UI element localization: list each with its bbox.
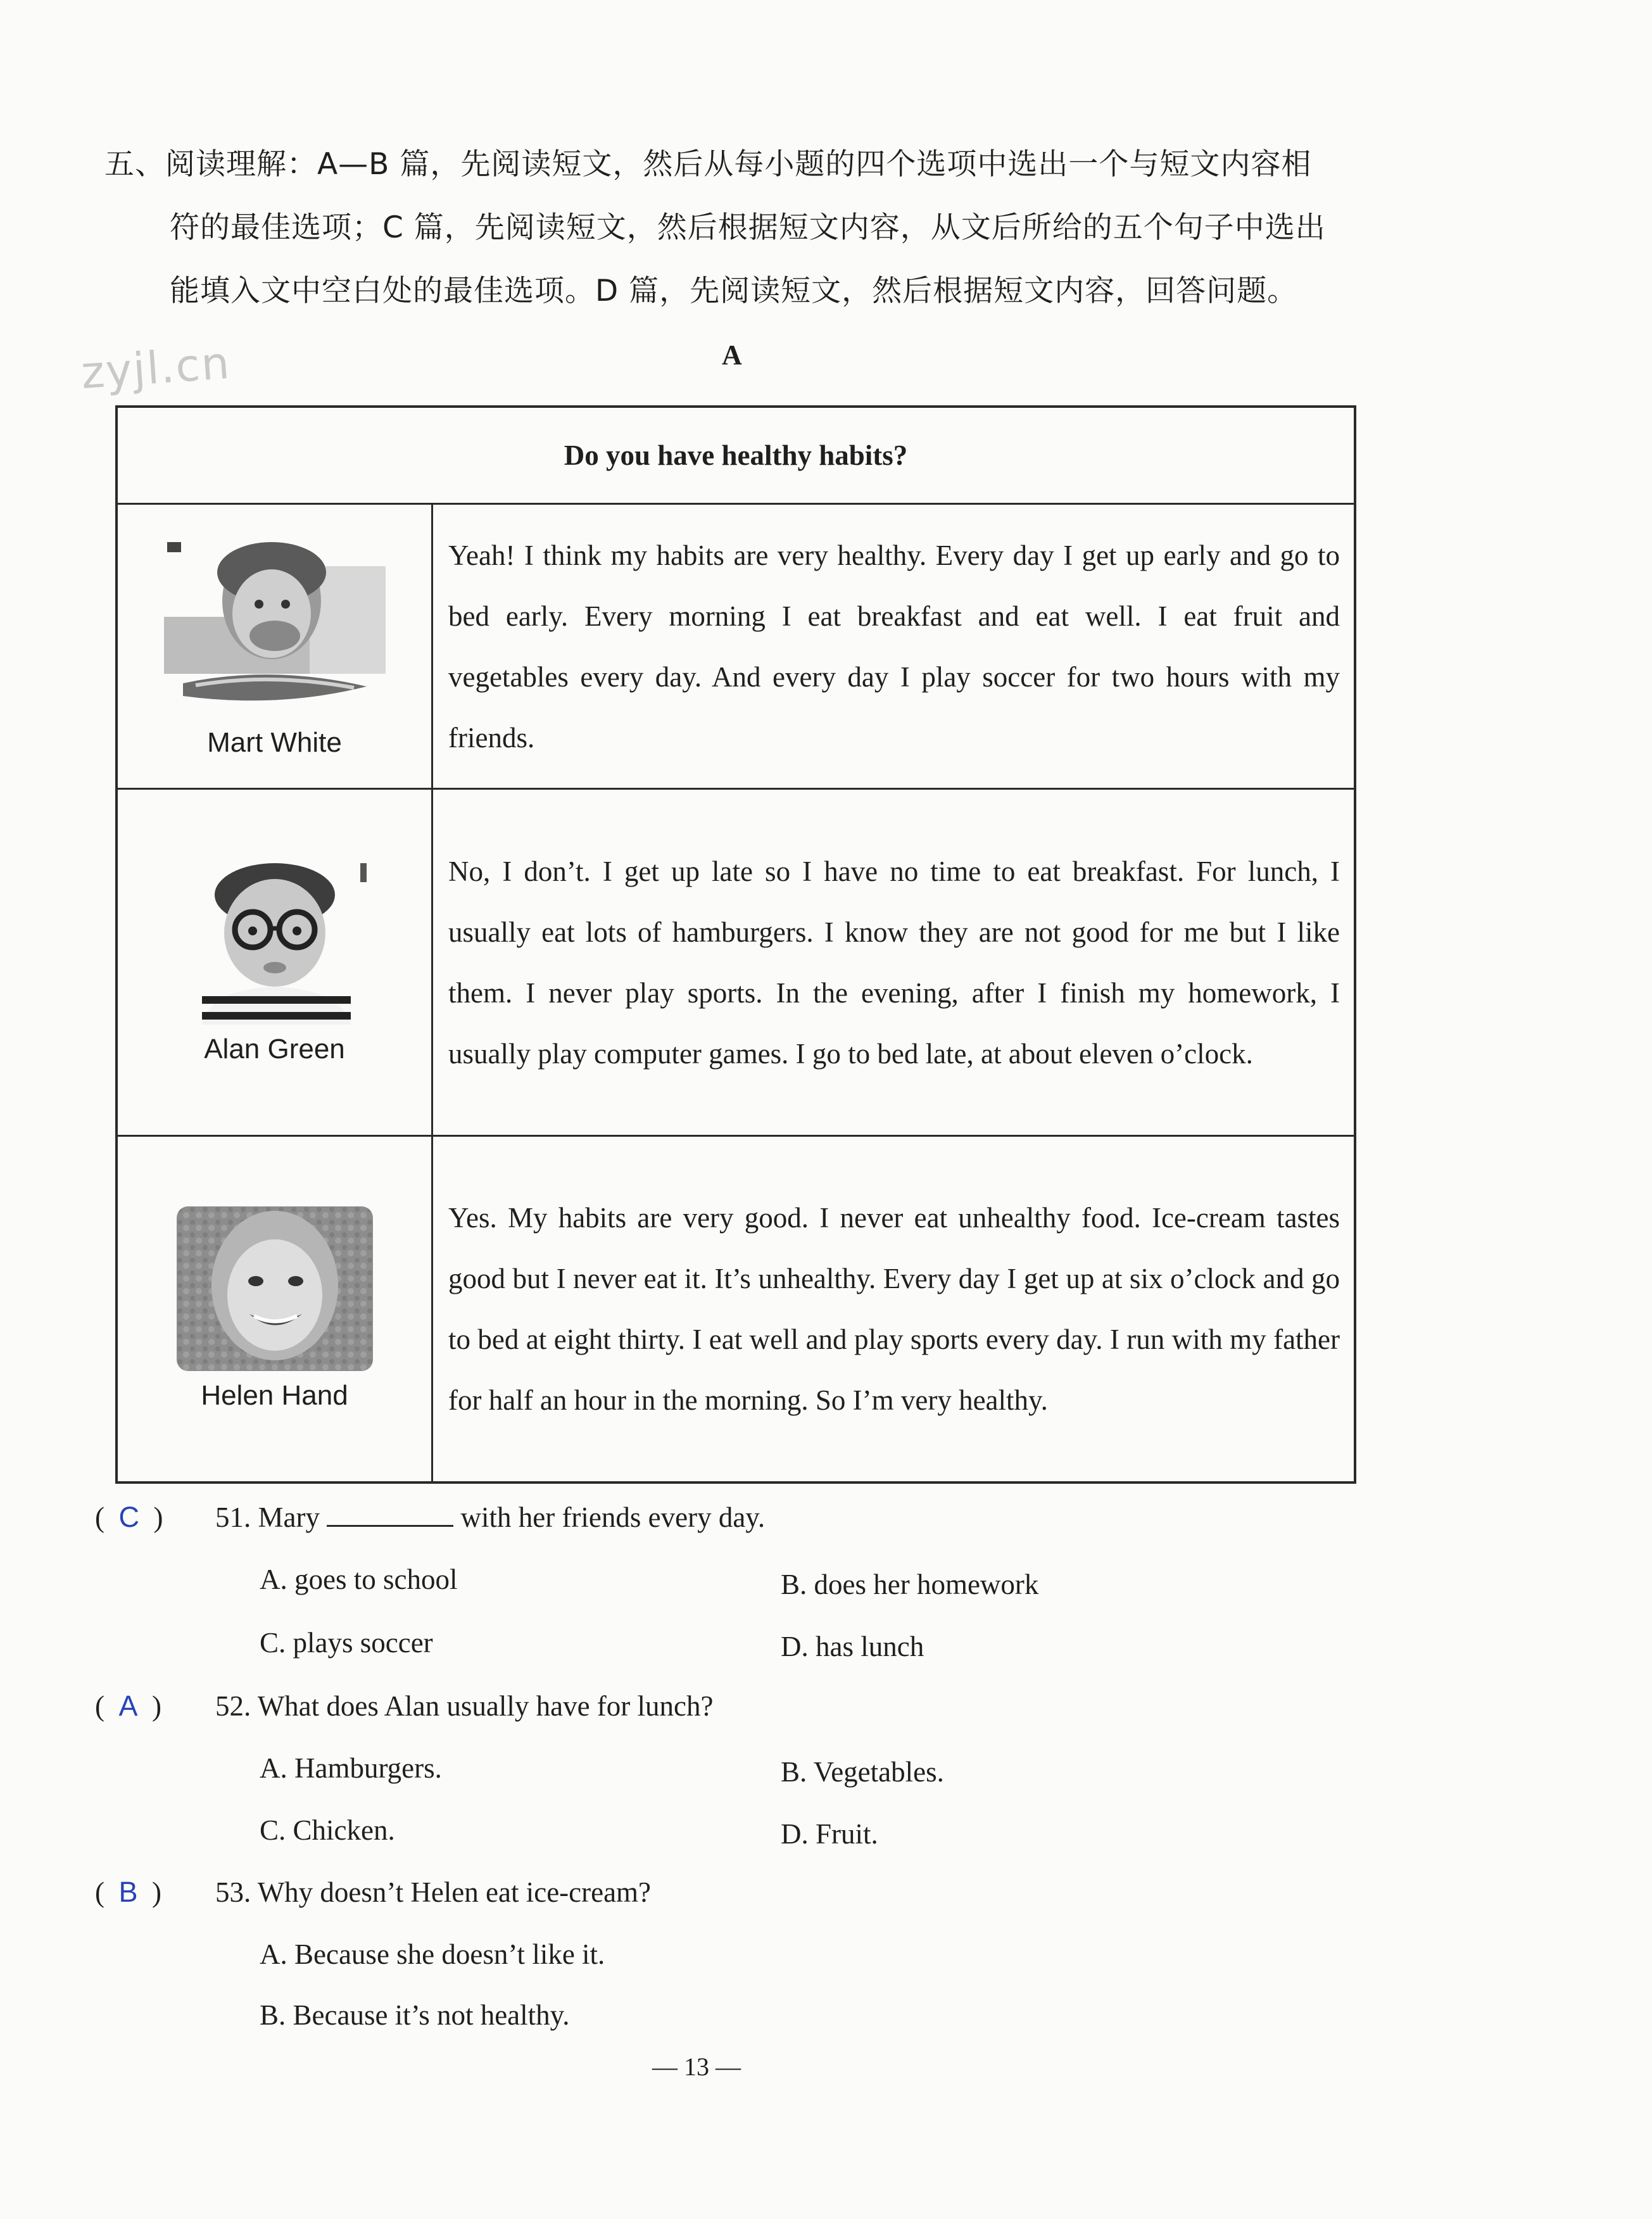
question-51 [95,1501,765,1534]
question-53 [95,1876,651,1909]
smiling-girl-photo-icon [177,1206,373,1371]
answer-mark: A [118,1690,138,1722]
question-stem: What does Alan usually have for lunch? [257,1690,714,1722]
option: D. has lunch [781,1631,924,1662]
question-number: 51. [215,1501,251,1533]
person-name: Mart White [207,726,342,758]
instructions-line-3: 能填入文中空白处的最佳选项。D 篇，先阅读短文，然后根据短文内容，回答问题。 [170,274,1298,308]
table-title-row [117,407,1355,504]
page-number: — 13 — [652,2052,741,2081]
person-name: Alan Green [204,1033,345,1065]
question-stem: Why doesn’t Helen eat ice-cream? [257,1876,652,1908]
habits-table [115,405,1356,1484]
option: B. Because it’s not healthy. [260,1999,570,2031]
question-stem-after: with her friends every day. [460,1501,766,1533]
habit-description: Yeah! I think my habits are very healthy. Every day I get up early and go to bed early. Every morning I eat breakfast and eat well. I eat fruit and vegetables every day. And every day I play soccer for two hours with my friends. [432,504,1356,789]
answer-bracket: ( B ) [95,1876,162,1908]
option: A. Hamburgers. [260,1752,442,1784]
question-stem-before: Mary [258,1501,320,1533]
person-cell [117,1136,432,1482]
answer-mark: C [118,1501,139,1533]
section-label: A [722,339,742,370]
answer-bracket: ( C ) [95,1501,163,1533]
question-number: 53. [215,1876,251,1908]
watermark: zyjl.cn [79,336,232,400]
boy-with-glasses-photo-icon [170,860,379,1025]
table-row [117,504,1355,789]
answer-blank [327,1501,453,1527]
table-row [117,1136,1355,1482]
habit-description: Yes. My habits are very good. I never eat unhealthy food. Ice-cream tastes good but I never eat it. It’s unhealthy. Every day I get up at six o’clock and go to bed at eight thirty. I eat well and play sports every day. I run with my father for half an hour in the morning. So I’m very healthy. [432,1136,1356,1482]
child-eating-photo-icon [158,534,392,718]
option: A. goes to school [260,1564,458,1595]
option: B. does her homework [781,1569,1039,1600]
option: D. Fruit. [781,1818,878,1850]
option: A. Because she doesn’t like it. [260,1938,605,1970]
person-cell [117,789,432,1136]
question-number: 52. [215,1690,251,1722]
option: B. Vegetables. [781,1756,944,1788]
answer-bracket: ( A ) [95,1690,162,1722]
section-instructions [104,133,1390,323]
habit-description: No, I don’t. I get up late so I have no time to eat breakfast. For lunch, I usually eat lots of hamburgers. I know they are not good for me but I like them. I never play sports. In the evening, after I finish my homework, I usually play computer games. I go to bed late, at about eleven o’clock. [432,789,1356,1136]
instructions-line-1: 五、阅读理解：A—B 篇，先阅读短文，然后从每小题的四个选项中选出一个与短文内容相 [104,147,1312,182]
person-cell [117,504,432,789]
option: C. Chicken. [260,1814,395,1846]
answer-mark: B [118,1876,138,1908]
table-title: Do you have healthy habits? [117,407,1355,504]
person-name: Helen Hand [201,1379,348,1411]
table-row [117,789,1355,1136]
question-52 [95,1690,713,1723]
instructions-line-2: 符的最佳选项；C 篇，先阅读短文，然后根据短文内容，从文后所给的五个句子中选出 [170,210,1326,245]
option: C. plays soccer [260,1627,433,1659]
